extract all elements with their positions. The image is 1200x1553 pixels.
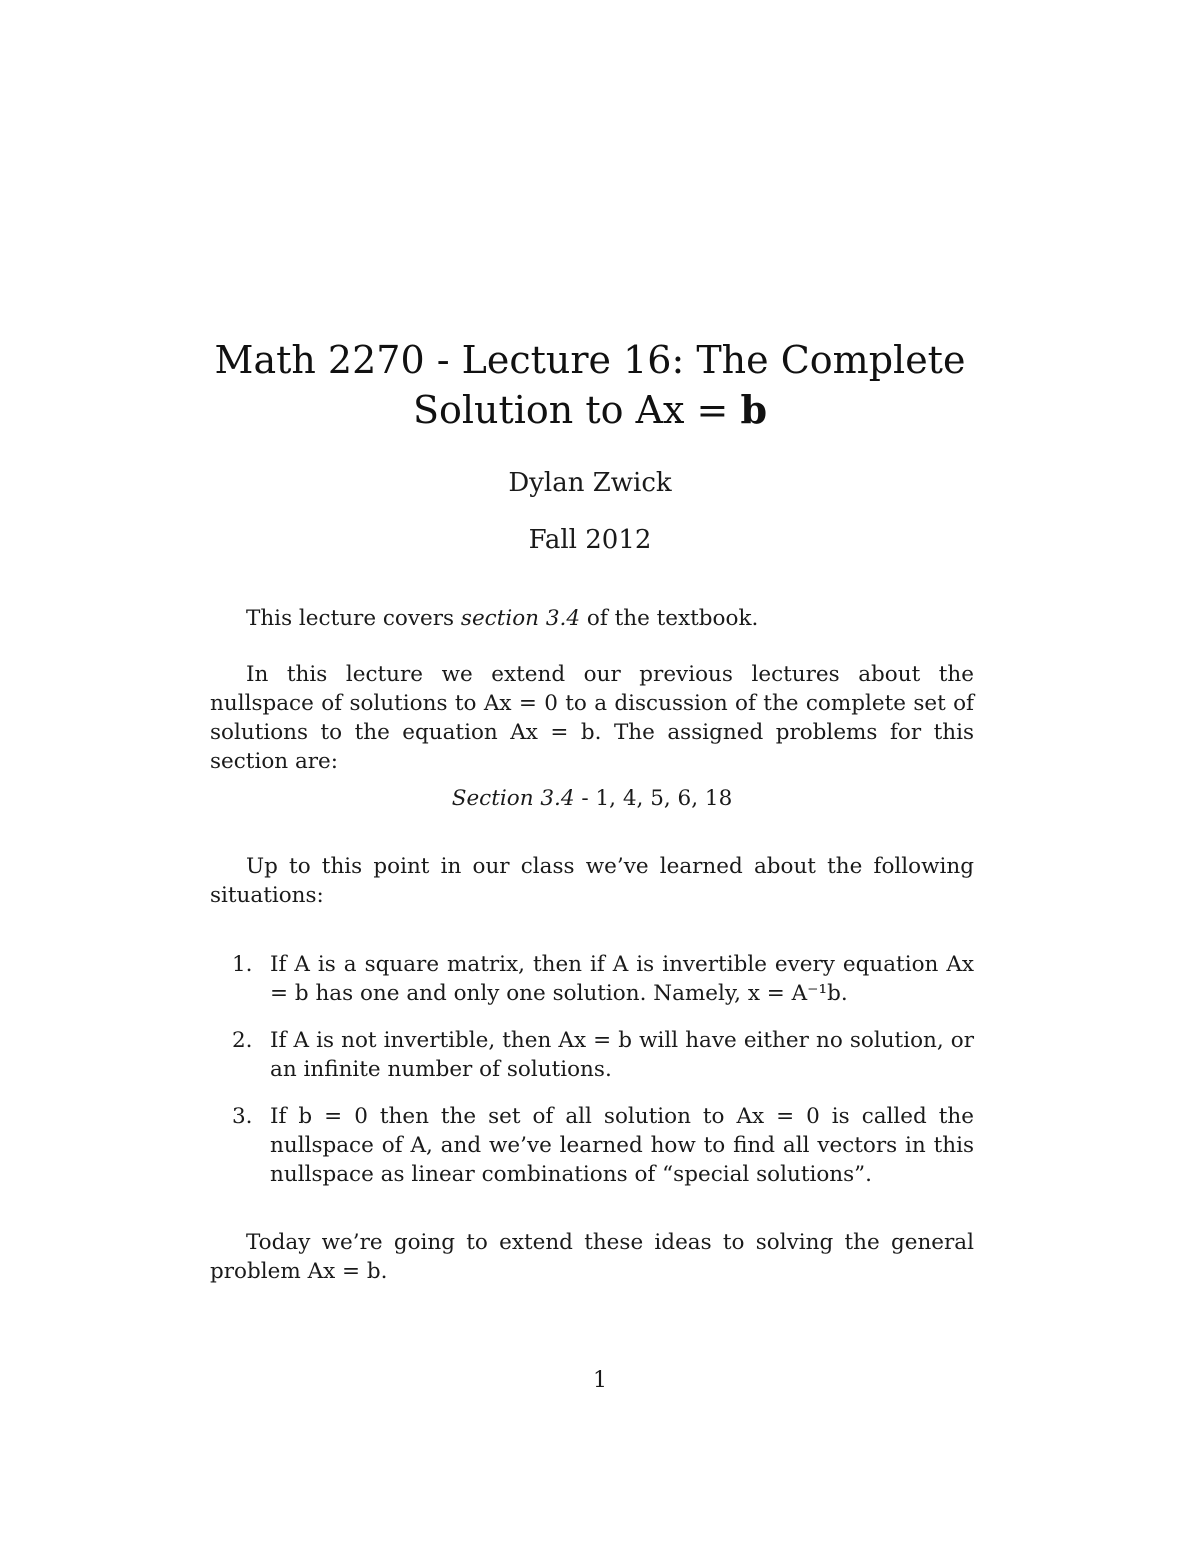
intro-section: section 3.4 [460,606,581,631]
assigned-problem-numbers: - 1, 4, 5, 6, 18 [574,786,733,811]
extension-paragraph [210,660,974,776]
list-item-text: If A is a square matrix, then if A is invertible every equation Ax = b has one and only one solution. Namely, x = A⁻¹b. [270,952,974,1006]
closing-paragraph: Today we’re going to extend these ideas to solving the general problem Ax = b. [210,1230,974,1284]
extension-part-1: In this lecture we extend our previous lectures about the nullspace of solutions to [210,662,974,716]
list-item-number: 2. [232,1028,253,1053]
assigned-section: Section 3.4 [451,786,575,811]
intro-text-before: This lecture covers [246,606,461,631]
title-line-1: Math 2270 - Lecture 16: The Complete [214,338,966,382]
date: Fall 2012 [528,525,652,555]
situations-list [232,950,974,1207]
author: Dylan Zwick [508,468,672,498]
extension-part-2: to a discussion of the complete set of solutions to the equation [210,691,974,745]
intro-paragraph [210,604,974,633]
list-item [232,1026,974,1084]
list-item-number: 1. [232,952,253,977]
list-item [232,950,974,1008]
extension-part-3: . The assigned problems for this section are: [210,720,974,774]
assigned-problems [210,786,974,811]
list-item-text: If A is not invertible, then Ax = b will have either no solution, or an infinite number of solutions. [270,1028,974,1082]
title-line-2 [150,386,1030,434]
list-item [232,1102,974,1189]
situations-intro: Up to this point in our class we’ve learned about the following situations: [210,854,974,908]
title-line-2-text: Solution to Ax = [412,388,741,432]
page-number: 1 [593,1368,607,1393]
equation-ax-b: Ax = b [510,720,595,745]
intro-text-after: of the textbook. [580,606,759,631]
title-vector-b: b [740,387,768,432]
list-item-text: If b = 0 then the set of all solution to Ax = 0 is called the nullspace of A, and we’ve learned how to find all vectors in this nullspace as linear combinations of “special solutions”. [270,1104,974,1187]
equation-ax-zero: Ax = 0 [483,691,558,716]
list-item-number: 3. [232,1104,253,1129]
